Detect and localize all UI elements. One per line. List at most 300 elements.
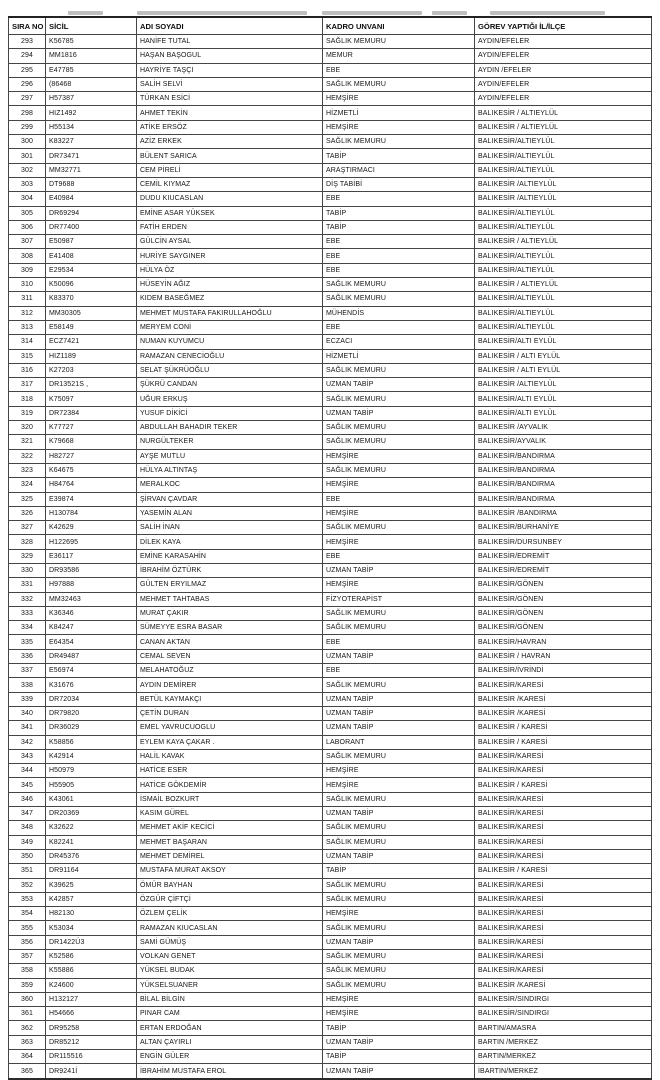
cell-adi-soyadi: EMİNE KARASAHİN xyxy=(137,549,323,563)
cell-kadro-unvani: HEMŞİRE xyxy=(323,907,475,921)
cell-gorev-il-ilce: BARTIN /MERKEZ xyxy=(475,1035,652,1049)
cell-kadro-unvani: SAĞLIK MEMURU xyxy=(323,835,475,849)
cell-adi-soyadi: CEMAL SEVEN xyxy=(137,649,323,663)
table-row xyxy=(9,521,652,535)
cell-adi-soyadi: HAYRİYE TAŞÇI xyxy=(137,63,323,77)
table-row xyxy=(9,578,652,592)
table-row xyxy=(9,406,652,420)
cell-adi-soyadi: DİLEK KAYA xyxy=(137,535,323,549)
cell-sira-no: 358 xyxy=(9,964,46,978)
cell-adi-soyadi: İSMAİL BOZKURT xyxy=(137,792,323,806)
cell-sicil: E47785 xyxy=(46,63,137,77)
cell-sicil: MM1816 xyxy=(46,49,137,63)
cell-adi-soyadi: AYŞE MUTLU xyxy=(137,449,323,463)
cell-sira-no: 355 xyxy=(9,921,46,935)
table-row xyxy=(9,950,652,964)
cell-sicil: K42857 xyxy=(46,892,137,906)
cell-sira-no: 357 xyxy=(9,950,46,964)
table-row xyxy=(9,120,652,134)
cell-kadro-unvani: HEMŞİRE xyxy=(323,506,475,520)
cell-sira-no: 309 xyxy=(9,263,46,277)
table-row xyxy=(9,478,652,492)
table-row xyxy=(9,363,652,377)
cell-kadro-unvani: LABORANT xyxy=(323,735,475,749)
cell-sira-no: 342 xyxy=(9,735,46,749)
cell-sicil: H50979 xyxy=(46,764,137,778)
cell-sira-no: 297 xyxy=(9,92,46,106)
cell-gorev-il-ilce: AYDIN/EFELER xyxy=(475,92,652,106)
cell-sira-no: 330 xyxy=(9,563,46,577)
cell-adi-soyadi: YASEMİN ALAN xyxy=(137,506,323,520)
cell-sira-no: 353 xyxy=(9,892,46,906)
cell-adi-soyadi: RAMAZAN KIUCASLAN xyxy=(137,921,323,935)
table-row xyxy=(9,592,652,606)
cell-sira-no: 294 xyxy=(9,49,46,63)
cell-adi-soyadi: EYLEM KAYA ÇAKAR . xyxy=(137,735,323,749)
cell-gorev-il-ilce: BALIKESİR/KARESİ xyxy=(475,792,652,806)
cell-adi-soyadi: EMİNE ASAR YÜKSEK xyxy=(137,206,323,220)
cell-sicil: ECZ7421 xyxy=(46,335,137,349)
cell-gorev-il-ilce: BALIKESİR/EDREMİT xyxy=(475,549,652,563)
cell-sira-no: 340 xyxy=(9,706,46,720)
cell-sira-no: 319 xyxy=(9,406,46,420)
table-row xyxy=(9,664,652,678)
header-sira-no: SIRA NO xyxy=(9,17,46,35)
cell-kadro-unvani: UZMAN TABİP xyxy=(323,935,475,949)
cell-gorev-il-ilce: BALIKESİR/GÖNEN xyxy=(475,606,652,620)
cell-adi-soyadi: ŞİRVAN ÇAVDAR xyxy=(137,492,323,506)
cell-adi-soyadi: HURİYE SAYGINER xyxy=(137,249,323,263)
cell-gorev-il-ilce: AYDIN/EFELER xyxy=(475,49,652,63)
cell-sira-no: 344 xyxy=(9,764,46,778)
table-row xyxy=(9,63,652,77)
cell-gorev-il-ilce: BALIKESİR/ALTIEYLÜL xyxy=(475,320,652,334)
cell-sira-no: 345 xyxy=(9,778,46,792)
cell-kadro-unvani: TABİP xyxy=(323,149,475,163)
cell-kadro-unvani: SAĞLIK MEMURU xyxy=(323,892,475,906)
cell-sicil: K84247 xyxy=(46,621,137,635)
table-row xyxy=(9,135,652,149)
cell-gorev-il-ilce: BALIKESİR/HAVRAN xyxy=(475,635,652,649)
table-row xyxy=(9,864,652,878)
cell-kadro-unvani: HEMŞİRE xyxy=(323,449,475,463)
cell-gorev-il-ilce: BALIKESİR/KARESİ xyxy=(475,935,652,949)
cell-sira-no: 317 xyxy=(9,378,46,392)
cell-kadro-unvani: TABİP xyxy=(323,1021,475,1035)
cell-sicil: K83370 xyxy=(46,292,137,306)
cell-sira-no: 360 xyxy=(9,992,46,1006)
cell-sicil: MM32771 xyxy=(46,163,137,177)
cell-kadro-unvani: TABİP xyxy=(323,1050,475,1064)
cell-adi-soyadi: YÜKSEL BUDAK xyxy=(137,964,323,978)
table-row xyxy=(9,1035,652,1049)
cell-gorev-il-ilce: BALIKESİR / KARESİ xyxy=(475,778,652,792)
cell-gorev-il-ilce: BALIKESİR/İVRİNDİ xyxy=(475,664,652,678)
cell-gorev-il-ilce: BALIKESİR/AYVALIK xyxy=(475,435,652,449)
cell-kadro-unvani: EBE xyxy=(323,320,475,334)
cell-adi-soyadi: RAMAZAN CENECİOĞLU xyxy=(137,349,323,363)
cell-sicil: DR9241İ xyxy=(46,1064,137,1079)
cell-gorev-il-ilce: BALIKESİR / HAVRAN xyxy=(475,649,652,663)
table-row xyxy=(9,492,652,506)
header-gorev-il-ilce: GÖREV YAPTIĞI İL/İLÇE xyxy=(475,17,652,35)
table-row xyxy=(9,220,652,234)
table-row xyxy=(9,821,652,835)
table-row xyxy=(9,892,652,906)
cell-adi-soyadi: HÜLYA ALTINTAŞ xyxy=(137,463,323,477)
cell-sicil: DR45376 xyxy=(46,849,137,863)
table-row xyxy=(9,606,652,620)
table-row xyxy=(9,621,652,635)
cell-gorev-il-ilce: BALIKESİR/BANDIRMA xyxy=(475,449,652,463)
cell-sira-no: 316 xyxy=(9,363,46,377)
cell-kadro-unvani: SAĞLIK MEMURU xyxy=(323,435,475,449)
cell-kadro-unvani: EBE xyxy=(323,263,475,277)
cell-kadro-unvani: DİŞ TABİBİ xyxy=(323,177,475,191)
cell-adi-soyadi: ÖZLEM ÇELİK xyxy=(137,907,323,921)
cell-kadro-unvani: SAĞLIK MEMURU xyxy=(323,292,475,306)
cell-kadro-unvani: EBE xyxy=(323,249,475,263)
cell-gorev-il-ilce: BALIKESİR /KARESİ xyxy=(475,978,652,992)
cell-kadro-unvani: SAĞLIK MEMURU xyxy=(323,621,475,635)
cell-adi-soyadi: MEHMET MUSTAFA FAKIRULLAHOĞLU xyxy=(137,306,323,320)
cell-sira-no: 362 xyxy=(9,1021,46,1035)
scan-artifact xyxy=(137,11,307,15)
cell-kadro-unvani: UZMAN TABİP xyxy=(323,563,475,577)
cell-sira-no: 301 xyxy=(9,149,46,163)
cell-kadro-unvani: SAĞLIK MEMURU xyxy=(323,792,475,806)
cell-sira-no: 337 xyxy=(9,664,46,678)
cell-gorev-il-ilce: İBARTIN/MERKEZ xyxy=(475,1064,652,1079)
cell-sicil: HIZ1189 xyxy=(46,349,137,363)
cell-kadro-unvani: UZMAN TABİP xyxy=(323,692,475,706)
cell-adi-soyadi: HANİFE TUTAL xyxy=(137,35,323,49)
cell-gorev-il-ilce: BALIKESİR/GÖNEN xyxy=(475,621,652,635)
cell-sira-no: 365 xyxy=(9,1064,46,1079)
cell-gorev-il-ilce: BALIKESİR /ALTIEYLÜL xyxy=(475,177,652,191)
table-row xyxy=(9,177,652,191)
cell-kadro-unvani: SAĞLIK MEMURU xyxy=(323,878,475,892)
cell-adi-soyadi: CANAN AKTAN xyxy=(137,635,323,649)
cell-gorev-il-ilce: BALIKESİR/KARESİ xyxy=(475,835,652,849)
cell-kadro-unvani: SAĞLIK MEMURU xyxy=(323,678,475,692)
cell-sira-no: 338 xyxy=(9,678,46,692)
header-kadro-unvani: KADRO UNVANI xyxy=(323,17,475,35)
cell-sicil: K43061 xyxy=(46,792,137,806)
cell-kadro-unvani: UZMAN TABİP xyxy=(323,378,475,392)
table-row xyxy=(9,706,652,720)
cell-gorev-il-ilce: BARTIN/MERKEZ xyxy=(475,1050,652,1064)
cell-adi-soyadi: FATİH ERDEN xyxy=(137,220,323,234)
cell-sicil: K82241 xyxy=(46,835,137,849)
cell-adi-soyadi: KIDEM BASEĞMEZ xyxy=(137,292,323,306)
cell-gorev-il-ilce: BALIKESİR /AYVALIK xyxy=(475,421,652,435)
table-row xyxy=(9,278,652,292)
cell-sira-no: 314 xyxy=(9,335,46,349)
table-body xyxy=(9,35,652,1079)
cell-gorev-il-ilce: BALIKESİR /ALTIEYLÜL xyxy=(475,192,652,206)
cell-gorev-il-ilce: BALIKESİR / KARESİ xyxy=(475,735,652,749)
cell-gorev-il-ilce: BALIKESİR/KARESİ xyxy=(475,964,652,978)
cell-sira-no: 321 xyxy=(9,435,46,449)
cell-kadro-unvani: SAĞLIK MEMURU xyxy=(323,606,475,620)
cell-gorev-il-ilce: AYDIN /EFELER xyxy=(475,63,652,77)
cell-adi-soyadi: MUSTAFA MURAT AKSOY xyxy=(137,864,323,878)
table-row xyxy=(9,435,652,449)
cell-adi-soyadi: MEHMET TAHTABAS xyxy=(137,592,323,606)
table-row xyxy=(9,349,652,363)
cell-adi-soyadi: SELAT ŞÜKRÜOĞLU xyxy=(137,363,323,377)
cell-sira-no: 323 xyxy=(9,463,46,477)
cell-sira-no: 311 xyxy=(9,292,46,306)
cell-gorev-il-ilce: BALIKESİR/ALTIEYLÜL xyxy=(475,135,652,149)
cell-sira-no: 339 xyxy=(9,692,46,706)
cell-gorev-il-ilce: BALIKESİR / ALTI EYLÜL xyxy=(475,349,652,363)
cell-sicil: K50096 xyxy=(46,278,137,292)
cell-sira-no: 296 xyxy=(9,77,46,91)
cell-sira-no: 324 xyxy=(9,478,46,492)
cell-kadro-unvani: EBE xyxy=(323,235,475,249)
cell-adi-soyadi: MERYEM CONİ xyxy=(137,320,323,334)
cell-gorev-il-ilce: BALIKESİR /BANDIRMA xyxy=(475,506,652,520)
table-header xyxy=(9,17,652,35)
cell-gorev-il-ilce: BALIKESİR/ALTIEYLÜL xyxy=(475,263,652,277)
table-row xyxy=(9,735,652,749)
cell-gorev-il-ilce: BALIKESİR/SINDIRGI xyxy=(475,1007,652,1021)
cell-gorev-il-ilce: BALIKESİR/BANDIRMA xyxy=(475,463,652,477)
cell-sicil: E56974 xyxy=(46,664,137,678)
cell-gorev-il-ilce: BALIKESİR / KARESİ xyxy=(475,721,652,735)
cell-gorev-il-ilce: BALIKESİR/EDREMİT xyxy=(475,563,652,577)
cell-sicil: E50987 xyxy=(46,235,137,249)
table-row xyxy=(9,49,652,63)
header-row xyxy=(9,17,652,35)
cell-gorev-il-ilce: BALIKESİR/KARESİ xyxy=(475,878,652,892)
cell-adi-soyadi: CEM PİRELİ xyxy=(137,163,323,177)
cell-adi-soyadi: AHMET TEKİN xyxy=(137,106,323,120)
cell-kadro-unvani: SAĞLIK MEMURU xyxy=(323,978,475,992)
cell-adi-soyadi: NUMAN KUYUMCU xyxy=(137,335,323,349)
cell-gorev-il-ilce: BALIKESİR/ALTIEYLÜL xyxy=(475,163,652,177)
table-row xyxy=(9,392,652,406)
cell-sira-no: 364 xyxy=(9,1050,46,1064)
cell-adi-soyadi: CEMİL KIYMAZ xyxy=(137,177,323,191)
cell-adi-soyadi: HATİCE GÖKDEMİR xyxy=(137,778,323,792)
cell-kadro-unvani: TABİP xyxy=(323,220,475,234)
cell-adi-soyadi: EMEL YAVRUCUOGLU xyxy=(137,721,323,735)
cell-adi-soyadi: DUDU KIUCASLAN xyxy=(137,192,323,206)
table-row xyxy=(9,1007,652,1021)
table-row xyxy=(9,235,652,249)
cell-adi-soyadi: HATİCE ESER xyxy=(137,764,323,778)
cell-adi-soyadi: ERTAN ERDOĞAN xyxy=(137,1021,323,1035)
cell-kadro-unvani: UZMAN TABİP xyxy=(323,807,475,821)
cell-gorev-il-ilce: BALIKESİR /KARESİ xyxy=(475,692,652,706)
cell-kadro-unvani: UZMAN TABİP xyxy=(323,706,475,720)
cell-adi-soyadi: YÜKSELSUANER xyxy=(137,978,323,992)
cell-sira-no: 307 xyxy=(9,235,46,249)
cell-kadro-unvani: SAĞLIK MEMURU xyxy=(323,921,475,935)
cell-kadro-unvani: SAĞLIK MEMURU xyxy=(323,77,475,91)
cell-sicil: K56785 xyxy=(46,35,137,49)
cell-adi-soyadi: BİLAL BİLGİN xyxy=(137,992,323,1006)
cell-sicil: H122695 xyxy=(46,535,137,549)
cell-kadro-unvani: HEMŞİRE xyxy=(323,1007,475,1021)
cell-gorev-il-ilce: BALIKESİR/KARESİ xyxy=(475,764,652,778)
cell-sicil: E36117 xyxy=(46,549,137,563)
cell-kadro-unvani: ECZACI xyxy=(323,335,475,349)
table-row xyxy=(9,678,652,692)
cell-sicil: K64675 xyxy=(46,463,137,477)
table-row xyxy=(9,1064,652,1079)
cell-sira-no: 308 xyxy=(9,249,46,263)
cell-adi-soyadi: GÜLCİN AYSAL xyxy=(137,235,323,249)
cell-sicil: K39625 xyxy=(46,878,137,892)
cell-sira-no: 299 xyxy=(9,120,46,134)
cell-sira-no: 333 xyxy=(9,606,46,620)
cell-kadro-unvani: HEMŞİRE xyxy=(323,578,475,592)
cell-sira-no: 354 xyxy=(9,907,46,921)
table-row xyxy=(9,764,652,778)
cell-sicil: DT9688 xyxy=(46,177,137,191)
cell-sira-no: 303 xyxy=(9,177,46,191)
cell-gorev-il-ilce: AYDIN/EFELER xyxy=(475,77,652,91)
cell-gorev-il-ilce: BALIKESİR/KARESİ xyxy=(475,678,652,692)
cell-sicil: K52586 xyxy=(46,950,137,964)
cell-sira-no: 318 xyxy=(9,392,46,406)
table-row xyxy=(9,1021,652,1035)
cell-gorev-il-ilce: BALIKESİR/BURHANİYE xyxy=(475,521,652,535)
cell-sicil: K79668 xyxy=(46,435,137,449)
cell-sicil: DR1422Ü3 xyxy=(46,935,137,949)
cell-adi-soyadi: YUSUF DİKİCİ xyxy=(137,406,323,420)
table-row xyxy=(9,35,652,49)
cell-adi-soyadi: ŞÜKRÜ CANDAN xyxy=(137,378,323,392)
cell-sicil: K24600 xyxy=(46,978,137,992)
table-row xyxy=(9,992,652,1006)
cell-adi-soyadi: MELAHATOĞUZ xyxy=(137,664,323,678)
cell-sicil: DR91164 xyxy=(46,864,137,878)
cell-sicil: K55886 xyxy=(46,964,137,978)
cell-kadro-unvani: SAĞLIK MEMURU xyxy=(323,135,475,149)
cell-sicil: MM32463 xyxy=(46,592,137,606)
cell-sicil: DR49487 xyxy=(46,649,137,663)
table-row xyxy=(9,907,652,921)
cell-kadro-unvani: UZMAN TABİP xyxy=(323,1064,475,1079)
cell-sira-no: 325 xyxy=(9,492,46,506)
cell-adi-soyadi: TÜRKAN ESİCİ xyxy=(137,92,323,106)
cell-sicil: DR115516 xyxy=(46,1050,137,1064)
header-sicil: SİCİL xyxy=(46,17,137,35)
cell-kadro-unvani: SAĞLIK MEMURU xyxy=(323,392,475,406)
cell-adi-soyadi: MEHMET BAŞARAN xyxy=(137,835,323,849)
cell-kadro-unvani: EBE xyxy=(323,549,475,563)
cell-gorev-il-ilce: BALIKESİR / ALTIEYLÜL xyxy=(475,120,652,134)
cell-adi-soyadi: MERALKOC xyxy=(137,478,323,492)
cell-sicil: DR13521S , xyxy=(46,378,137,392)
cell-sicil: DR72034 xyxy=(46,692,137,706)
cell-adi-soyadi: AYDIN DEMİRER xyxy=(137,678,323,692)
cell-kadro-unvani: HEMŞİRE xyxy=(323,92,475,106)
cell-gorev-il-ilce: BALIKESİR/KARESİ xyxy=(475,907,652,921)
cell-gorev-il-ilce: BALIKESİR/SINDIRGI xyxy=(475,992,652,1006)
table-row xyxy=(9,563,652,577)
table-row xyxy=(9,149,652,163)
cell-sicil: DR93586 xyxy=(46,563,137,577)
cell-kadro-unvani: HEMŞİRE xyxy=(323,478,475,492)
table-row xyxy=(9,335,652,349)
cell-gorev-il-ilce: BARTIN/AMASRA xyxy=(475,1021,652,1035)
cell-sicil: DR77400 xyxy=(46,220,137,234)
cell-sira-no: 350 xyxy=(9,849,46,863)
cell-kadro-unvani: HEMŞİRE xyxy=(323,778,475,792)
cell-adi-soyadi: SÜMEYYE ESRA BASAR xyxy=(137,621,323,635)
cell-sicil: H54666 xyxy=(46,1007,137,1021)
cell-gorev-il-ilce: BALIKESİR/KARESİ xyxy=(475,950,652,964)
cell-sicil: HIZ1492 xyxy=(46,106,137,120)
cell-sicil: K53034 xyxy=(46,921,137,935)
table-row xyxy=(9,206,652,220)
cell-adi-soyadi: VOLKAN GENET xyxy=(137,950,323,964)
cell-sicil: DR36029 xyxy=(46,721,137,735)
cell-sicil: K32622 xyxy=(46,821,137,835)
cell-sicil: H55905 xyxy=(46,778,137,792)
table-row xyxy=(9,106,652,120)
cell-kadro-unvani: UZMAN TABİP xyxy=(323,721,475,735)
cell-gorev-il-ilce: BALIKESİR/ALTI EYLÜL xyxy=(475,406,652,420)
cell-sicil: DR73471 xyxy=(46,149,137,163)
cell-adi-soyadi: SALİH İNAN xyxy=(137,521,323,535)
table-row xyxy=(9,935,652,949)
cell-sicil: K77727 xyxy=(46,421,137,435)
cell-gorev-il-ilce: BALIKESİR/ALTIEYLÜL xyxy=(475,206,652,220)
cell-adi-soyadi: MURAT ÇAKIR xyxy=(137,606,323,620)
cell-sicil: H82727 xyxy=(46,449,137,463)
cell-kadro-unvani: HİZMETLİ xyxy=(323,106,475,120)
cell-adi-soyadi: ÖZGÜR ÇİFTÇİ xyxy=(137,892,323,906)
cell-kadro-unvani: SAĞLIK MEMURU xyxy=(323,950,475,964)
cell-sira-no: 305 xyxy=(9,206,46,220)
cell-sicil: K42914 xyxy=(46,749,137,763)
cell-gorev-il-ilce: BALIKESİR/ALTI EYLÜL xyxy=(475,392,652,406)
cell-sicil: K83227 xyxy=(46,135,137,149)
cell-adi-soyadi: İBRAHİM ÖZTÜRK xyxy=(137,563,323,577)
cell-kadro-unvani: SAĞLIK MEMURU xyxy=(323,821,475,835)
cell-kadro-unvani: EBE xyxy=(323,635,475,649)
personnel-table xyxy=(8,16,652,1080)
table-row xyxy=(9,692,652,706)
cell-kadro-unvani: SAĞLIK MEMURU xyxy=(323,964,475,978)
cell-adi-soyadi: BÜLENT SARICA xyxy=(137,149,323,163)
cell-kadro-unvani: SAĞLIK MEMURU xyxy=(323,421,475,435)
cell-gorev-il-ilce: BALIKESİR /KARESİ xyxy=(475,706,652,720)
cell-sira-no: 304 xyxy=(9,192,46,206)
cell-sicil: E41408 xyxy=(46,249,137,263)
cell-sicil: DR79820 xyxy=(46,706,137,720)
cell-gorev-il-ilce: BALIKESİR/BANDIRMA xyxy=(475,478,652,492)
cell-sira-no: 312 xyxy=(9,306,46,320)
table-row xyxy=(9,163,652,177)
cell-sira-no: 361 xyxy=(9,1007,46,1021)
cell-sira-no: 346 xyxy=(9,792,46,806)
cell-adi-soyadi: HÜSEYİN AĞIZ xyxy=(137,278,323,292)
cell-gorev-il-ilce: BALIKESİR/GÖNEN xyxy=(475,578,652,592)
cell-adi-soyadi: MEHMET AKİF KECİCİ xyxy=(137,821,323,835)
cell-kadro-unvani: UZMAN TABİP xyxy=(323,406,475,420)
table-row xyxy=(9,921,652,935)
cell-gorev-il-ilce: BALIKESİR/KARESİ xyxy=(475,807,652,821)
cell-sira-no: 293 xyxy=(9,35,46,49)
